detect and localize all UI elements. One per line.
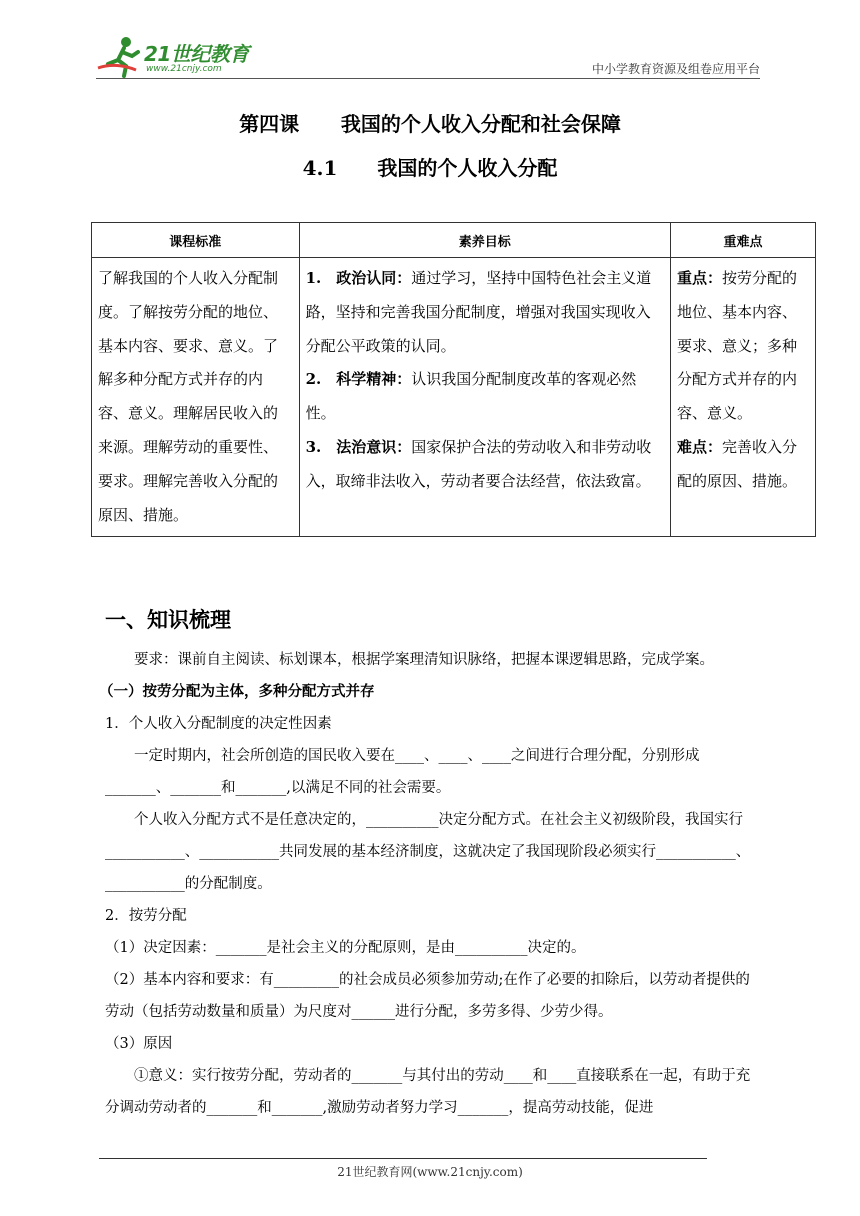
standard-cell	[92, 258, 300, 537]
footer-text: 21世纪教育网(www.21cnjy.com)	[337, 1165, 523, 1179]
requirement-text: 要求：课前自主阅读、标划课本，根据学案理清知识脉络，把握本课逻辑思路，完成学案。	[134, 652, 714, 668]
runner-logo-icon	[96, 34, 144, 78]
difficult-point	[677, 431, 809, 499]
goal-item: 3. 法治意识：国家保护合法的劳动收入和非劳动收入，取缔非法收入，劳动者要合法经营，依法致富。	[305, 437, 652, 490]
section-heading: 一、知识梳理	[105, 607, 231, 632]
header-key-points: 重难点	[670, 223, 815, 258]
logo-url: www.21cnjy.com	[146, 64, 222, 74]
goal-text: 认识我国分配制度改革的客观必然性。	[305, 370, 637, 423]
goal-label: 政治认同：	[336, 269, 412, 287]
goal-text: 通过学习，坚持中国特色社会主义道路，坚持和完善我国分配制度，增强对我国实现收入分配公平政策的认同。	[305, 269, 652, 355]
key-label: 重点：	[676, 269, 722, 287]
item-2-heading: 2．按劳分配	[105, 908, 187, 924]
goal-label: 科学精神：	[336, 370, 412, 389]
footer-divider	[99, 1158, 707, 1159]
page-header	[96, 30, 760, 80]
platform-name: 中小学教育资源及组卷应用平台	[591, 62, 760, 76]
header-goals: 素养目标	[299, 223, 670, 258]
lesson-name: 我国的个人收入分配和社会保障	[340, 112, 621, 136]
question-3: （3）原因	[105, 1036, 173, 1052]
header-standard: 课程标准	[92, 223, 300, 258]
goals-cell	[299, 258, 670, 537]
goal-item: 2. 科学精神：认识我国分配制度改革的客观必然性。	[305, 370, 637, 423]
key-point	[677, 262, 809, 431]
key-points-cell	[670, 258, 815, 537]
logo	[96, 34, 266, 78]
header-divider	[96, 78, 760, 79]
question-3a: ①意义：实行按劳分配，劳动者的_______与其付出的劳动____和____直接联系在一起，有助于充分调动劳动者的_______和_______,激励劳动者努力学习_______，提高劳动技能，促进	[105, 1068, 751, 1116]
key-text: 按劳分配的地位、基本内容、要求、意义；多种分配方式并存的内容、意义。	[676, 269, 797, 423]
table-row	[92, 258, 816, 537]
table-header-row	[92, 223, 816, 258]
item-1-heading: 1．个人收入分配制度的决定性因素	[105, 716, 332, 732]
section-title: 4.1 我国的个人收入分配	[302, 156, 558, 180]
lesson-title	[0, 108, 860, 137]
lesson-number: 第四课	[239, 112, 300, 136]
paragraph-2: 个人收入分配方式不是任意决定的，__________决定分配方式。在社会主义初级阶段，我国实行___________、___________共同发展的基本经济制度，这就决定了我国现阶段必须实行___________、___________的分配制度。	[105, 812, 751, 892]
difficult-text: 完善收入分配的原因、措施。	[676, 437, 797, 490]
question-1: （1）决定因素：_______是社会主义的分配原则，是由__________决定的。	[105, 940, 586, 956]
difficult-label: 难点：	[676, 437, 722, 456]
logo-text: 21世纪教育	[144, 42, 249, 66]
goal-label: 法治意识：	[336, 437, 412, 456]
paragraph-1: 一定时期内，社会所创造的国民收入要在____、____、____之间进行合理分配，分别形成_______、_______和_______,以满足不同的社会需要。	[105, 748, 700, 796]
subheading-1: （一）按劳分配为主体，多种分配方式并存	[99, 683, 375, 700]
goal-text: 国家保护合法的劳动收入和非劳动收入，取缔非法收入，劳动者要合法经营，依法致富。	[305, 437, 652, 490]
question-2: （2）基本内容和要求：有_________的社会成员必须参加劳动;在作了必要的扣除后，以劳动者提供的劳动（包括劳动数量和质量）为尺度对______进行分配，多劳多得、少劳少得。	[105, 972, 750, 1020]
goal-item: 1. 政治认同：通过学习，坚持中国特色社会主义道路，坚持和完善我国分配制度，增强对我国实现收入分配公平政策的认同。	[305, 269, 652, 355]
curriculum-table	[91, 222, 816, 537]
study-content	[99, 644, 761, 1124]
standard-text: 了解我国的个人收入分配制度。了解按劳分配的地位、基本内容、要求、意义。了解多种分配方式并存的内容、意义。理解居民收入的来源。理解劳动的重要性、要求。理解完善收入分配的原因、措施。	[98, 269, 279, 524]
